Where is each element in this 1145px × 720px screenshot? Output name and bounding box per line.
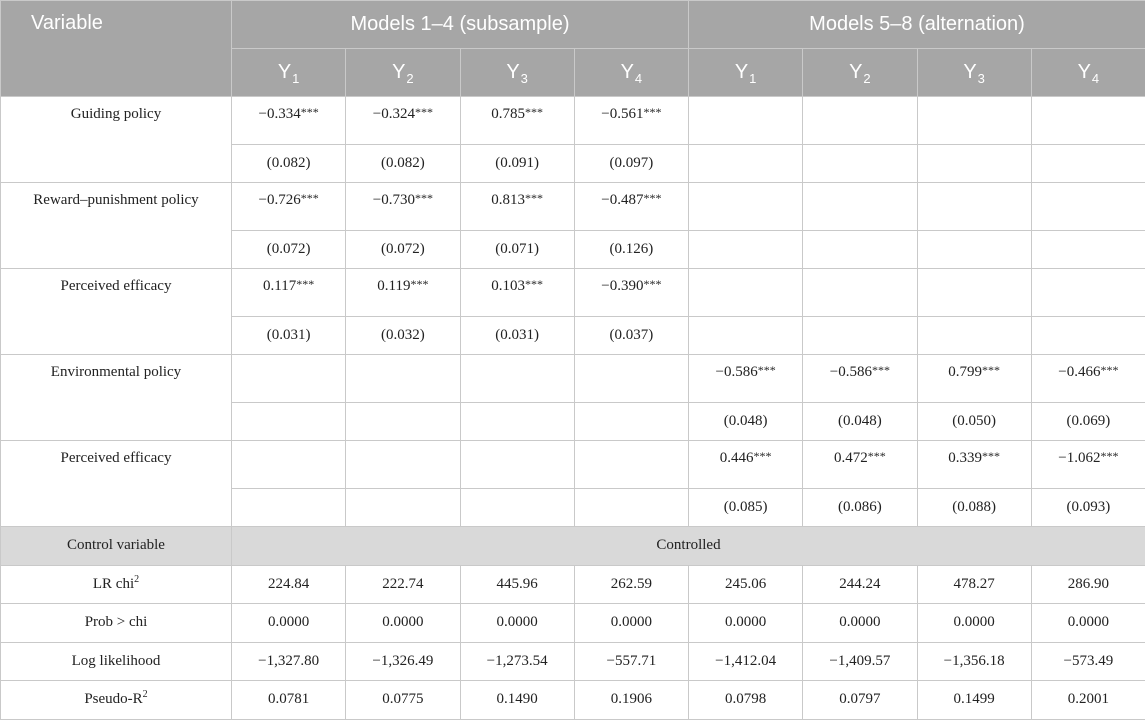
standard-error-cell xyxy=(460,402,574,441)
coefficient-cell xyxy=(803,183,917,231)
standard-error-cell xyxy=(232,488,346,527)
coefficient-cell xyxy=(574,97,688,145)
table-row-coefficients xyxy=(1,355,1145,403)
statistic-value: 0.0797 xyxy=(803,681,917,720)
coefficient-cell xyxy=(917,441,1031,489)
coefficient-cell xyxy=(689,355,803,403)
standard-error-cell xyxy=(232,402,346,441)
control-variable-row xyxy=(1,527,1145,566)
coefficient-cell xyxy=(460,355,574,403)
statistic-value: 0.1906 xyxy=(574,681,688,720)
statistic-value: 445.96 xyxy=(460,565,574,604)
standard-error-cell xyxy=(689,316,803,355)
statistic-row xyxy=(1,642,1145,681)
coefficient-cell xyxy=(232,97,346,145)
coefficient-cell xyxy=(574,441,688,489)
coefficient-value: 0.119 xyxy=(377,278,410,294)
coefficient-cell xyxy=(917,269,1031,317)
coefficient-value: −0.390 xyxy=(601,278,643,294)
statistic-label-text: Pseudo-R xyxy=(84,691,142,707)
significance-stars: *** xyxy=(525,277,543,291)
coefficient-value: 0.785 xyxy=(491,106,525,122)
coefficient-value: −0.726 xyxy=(259,192,301,208)
standard-error-cell xyxy=(689,144,803,183)
coefficient-cell xyxy=(1031,355,1145,403)
significance-stars: *** xyxy=(982,449,1000,463)
coefficient-cell xyxy=(803,355,917,403)
standard-error-cell xyxy=(346,402,460,441)
coefficient-cell xyxy=(460,183,574,231)
significance-stars: *** xyxy=(643,277,661,291)
row-variable-label: Perceived efficacy xyxy=(1,269,232,355)
standard-error-cell: (0.091) xyxy=(460,144,574,183)
coefficient-cell xyxy=(689,441,803,489)
standard-error-cell xyxy=(803,316,917,355)
standard-error-cell: (0.031) xyxy=(232,316,346,355)
coefficient-value: −1.062 xyxy=(1058,450,1100,466)
statistic-value: 0.0000 xyxy=(917,604,1031,643)
statistic-row xyxy=(1,681,1145,720)
significance-stars: *** xyxy=(525,191,543,205)
significance-stars: *** xyxy=(643,191,661,205)
coefficient-value: −0.334 xyxy=(259,106,301,122)
variable-header: Variable xyxy=(1,1,232,97)
significance-stars: *** xyxy=(1100,363,1118,377)
statistic-value: 0.1490 xyxy=(460,681,574,720)
statistic-value: 0.0000 xyxy=(689,604,803,643)
statistic-value: 262.59 xyxy=(574,565,688,604)
significance-stars: *** xyxy=(1100,449,1118,463)
standard-error-cell: (0.048) xyxy=(689,402,803,441)
significance-stars: *** xyxy=(868,449,886,463)
significance-stars: *** xyxy=(872,363,890,377)
coefficient-value: 0.117 xyxy=(263,278,296,294)
statistic-label-text: LR chi xyxy=(93,576,134,592)
standard-error-cell xyxy=(917,316,1031,355)
outcome-header: $Y_3$ xyxy=(917,49,1031,97)
coefficient-value: −0.586 xyxy=(716,364,758,380)
coefficient-cell xyxy=(803,97,917,145)
standard-error-cell xyxy=(1031,230,1145,269)
statistic-value: 0.0000 xyxy=(574,604,688,643)
statistic-value: 222.74 xyxy=(346,565,460,604)
statistic-label xyxy=(1,681,232,720)
significance-stars: *** xyxy=(301,105,319,119)
table-row-coefficients xyxy=(1,97,1145,145)
coefficient-value: −0.561 xyxy=(601,106,643,122)
coefficient-cell xyxy=(346,355,460,403)
header-row-groups xyxy=(1,1,1145,49)
coefficient-cell xyxy=(803,441,917,489)
standard-error-cell xyxy=(689,230,803,269)
significance-stars: *** xyxy=(415,191,433,205)
coefficient-cell xyxy=(346,183,460,231)
statistic-value: 224.84 xyxy=(232,565,346,604)
statistic-label-superscript: 2 xyxy=(134,574,139,585)
statistic-value: 0.0000 xyxy=(346,604,460,643)
standard-error-cell xyxy=(346,488,460,527)
standard-error-cell xyxy=(803,230,917,269)
statistic-value: −557.71 xyxy=(574,642,688,681)
standard-error-cell: (0.088) xyxy=(917,488,1031,527)
standard-error-cell: (0.048) xyxy=(803,402,917,441)
outcome-header: $Y_1$ xyxy=(232,49,346,97)
coefficient-cell xyxy=(460,269,574,317)
significance-stars: *** xyxy=(982,363,1000,377)
standard-error-cell: (0.086) xyxy=(803,488,917,527)
coefficient-value: 0.446 xyxy=(720,450,754,466)
row-variable-label: Guiding policy xyxy=(1,97,232,183)
significance-stars: *** xyxy=(410,277,428,291)
standard-error-cell: (0.082) xyxy=(346,144,460,183)
coefficient-cell xyxy=(232,183,346,231)
coefficient-value: 0.339 xyxy=(948,450,982,466)
coefficient-cell xyxy=(689,269,803,317)
significance-stars: *** xyxy=(758,363,776,377)
coefficient-cell xyxy=(689,183,803,231)
coefficient-cell xyxy=(917,183,1031,231)
coefficient-cell xyxy=(1031,441,1145,489)
coefficient-value: 0.472 xyxy=(834,450,868,466)
statistic-value: 0.0798 xyxy=(689,681,803,720)
table-row-coefficients xyxy=(1,441,1145,489)
coefficient-cell xyxy=(460,441,574,489)
control-variable-label: Control variable xyxy=(1,527,232,566)
group-header-models-5-8: Models 5–8 (alternation) xyxy=(689,1,1145,49)
coefficient-cell xyxy=(574,269,688,317)
outcome-header: $Y_2$ xyxy=(803,49,917,97)
coefficient-cell xyxy=(346,269,460,317)
significance-stars: *** xyxy=(296,277,314,291)
coefficient-cell xyxy=(460,97,574,145)
coefficient-cell xyxy=(574,355,688,403)
statistic-value: 286.90 xyxy=(1031,565,1145,604)
statistic-row xyxy=(1,565,1145,604)
statistic-label-text: Prob > chi xyxy=(85,614,148,630)
row-variable-label: Environmental policy xyxy=(1,355,232,441)
significance-stars: *** xyxy=(643,105,661,119)
statistic-label-superscript: 2 xyxy=(143,689,148,700)
standard-error-cell xyxy=(460,488,574,527)
statistic-value: −1,412.04 xyxy=(689,642,803,681)
standard-error-cell: (0.069) xyxy=(1031,402,1145,441)
coefficient-value: −0.487 xyxy=(601,192,643,208)
coefficient-cell xyxy=(346,441,460,489)
standard-error-cell: (0.126) xyxy=(574,230,688,269)
outcome-header: $Y_4$ xyxy=(574,49,688,97)
outcome-header: $Y_4$ xyxy=(1031,49,1145,97)
coefficient-value: 0.813 xyxy=(491,192,525,208)
statistic-value: −1,409.57 xyxy=(803,642,917,681)
coefficient-cell xyxy=(232,441,346,489)
row-variable-label: Perceived efficacy xyxy=(1,441,232,527)
statistic-label xyxy=(1,604,232,643)
outcome-header: $Y_3$ xyxy=(460,49,574,97)
coefficient-cell xyxy=(1031,269,1145,317)
outcome-header: $Y_1$ xyxy=(689,49,803,97)
standard-error-cell: (0.085) xyxy=(689,488,803,527)
standard-error-cell xyxy=(1031,316,1145,355)
statistic-row xyxy=(1,604,1145,643)
table-row-coefficients xyxy=(1,269,1145,317)
coefficient-cell xyxy=(574,183,688,231)
coefficient-cell xyxy=(1031,97,1145,145)
standard-error-cell xyxy=(574,488,688,527)
standard-error-cell: (0.072) xyxy=(232,230,346,269)
significance-stars: *** xyxy=(415,105,433,119)
standard-error-cell: (0.093) xyxy=(1031,488,1145,527)
coefficient-cell xyxy=(803,269,917,317)
statistic-value: 0.0000 xyxy=(1031,604,1145,643)
table-row-coefficients xyxy=(1,183,1145,231)
standard-error-cell: (0.072) xyxy=(346,230,460,269)
standard-error-cell: (0.082) xyxy=(232,144,346,183)
coefficient-cell xyxy=(232,355,346,403)
standard-error-cell xyxy=(574,402,688,441)
coefficient-cell xyxy=(689,97,803,145)
standard-error-cell: (0.031) xyxy=(460,316,574,355)
statistic-value: 0.0781 xyxy=(232,681,346,720)
standard-error-cell xyxy=(917,230,1031,269)
statistic-label-text: Log likelihood xyxy=(72,653,161,669)
statistic-value: 0.0000 xyxy=(460,604,574,643)
statistic-value: 0.0775 xyxy=(346,681,460,720)
control-variable-value: Controlled xyxy=(232,527,1145,566)
standard-error-cell: (0.097) xyxy=(574,144,688,183)
coefficient-value: 0.103 xyxy=(491,278,525,294)
standard-error-cell xyxy=(917,144,1031,183)
statistic-value: 244.24 xyxy=(803,565,917,604)
group-header-models-1-4: Models 1–4 (subsample) xyxy=(232,1,689,49)
statistic-value: 245.06 xyxy=(689,565,803,604)
standard-error-cell: (0.050) xyxy=(917,402,1031,441)
statistic-value: 0.0000 xyxy=(232,604,346,643)
standard-error-cell: (0.071) xyxy=(460,230,574,269)
significance-stars: *** xyxy=(754,449,772,463)
coefficient-cell xyxy=(1031,183,1145,231)
row-variable-label: Reward–punishment policy xyxy=(1,183,232,269)
coefficient-cell xyxy=(232,269,346,317)
statistic-value: 0.0000 xyxy=(803,604,917,643)
significance-stars: *** xyxy=(301,191,319,205)
statistic-label xyxy=(1,642,232,681)
standard-error-cell xyxy=(1031,144,1145,183)
coefficient-cell xyxy=(346,97,460,145)
outcome-header: $Y_2$ xyxy=(346,49,460,97)
coefficient-value: −0.730 xyxy=(373,192,415,208)
statistic-value: 0.1499 xyxy=(917,681,1031,720)
statistic-label xyxy=(1,565,232,604)
statistic-value: −1,356.18 xyxy=(917,642,1031,681)
statistic-value: −1,273.54 xyxy=(460,642,574,681)
statistic-value: 0.2001 xyxy=(1031,681,1145,720)
coefficient-value: 0.799 xyxy=(948,364,982,380)
statistic-value: −1,326.49 xyxy=(346,642,460,681)
statistic-value: −573.49 xyxy=(1031,642,1145,681)
coefficient-cell xyxy=(917,97,1031,145)
coefficient-value: −0.324 xyxy=(373,106,415,122)
standard-error-cell: (0.032) xyxy=(346,316,460,355)
coefficient-value: −0.466 xyxy=(1058,364,1100,380)
table-body xyxy=(1,97,1145,720)
coefficient-cell xyxy=(917,355,1031,403)
statistic-value: −1,327.80 xyxy=(232,642,346,681)
significance-stars: *** xyxy=(525,105,543,119)
coefficient-value: −0.586 xyxy=(830,364,872,380)
statistic-value: 478.27 xyxy=(917,565,1031,604)
standard-error-cell: (0.037) xyxy=(574,316,688,355)
standard-error-cell xyxy=(803,144,917,183)
